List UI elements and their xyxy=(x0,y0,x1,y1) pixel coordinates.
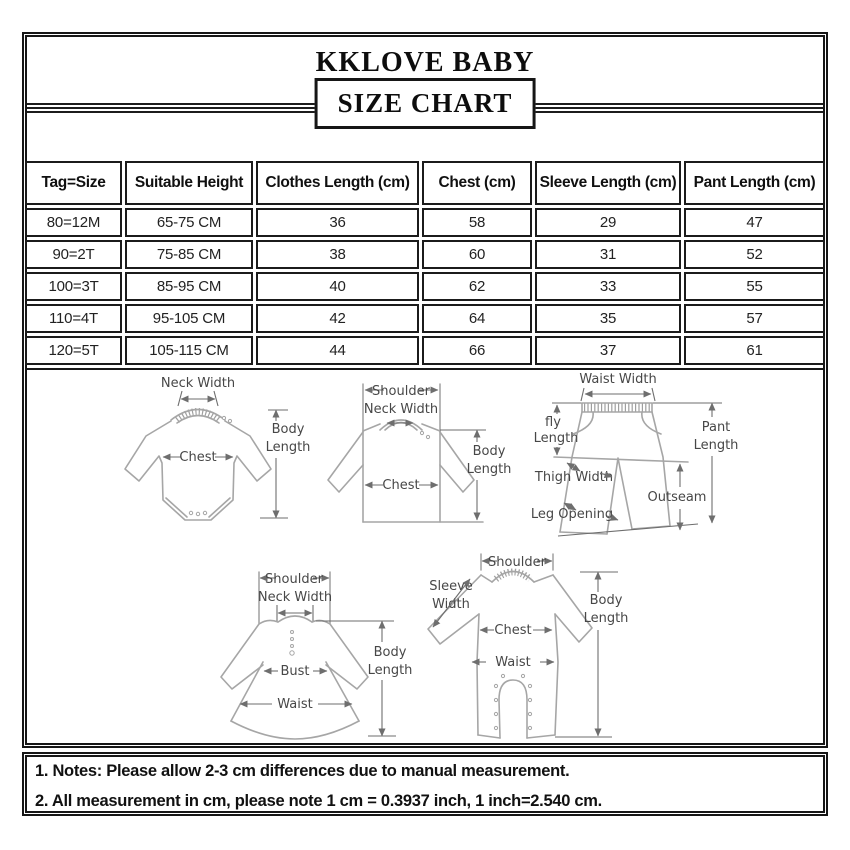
romper-chest-label: Chest xyxy=(494,623,532,638)
dress-diagram xyxy=(221,572,412,739)
bodysuit-body-length-label-2: Length xyxy=(265,440,311,455)
dress-bust-label: Bust xyxy=(280,664,310,679)
measurement-cell: 105-115 CM xyxy=(125,336,253,365)
measurement-cell: 75-85 CM xyxy=(125,240,253,269)
main-frame xyxy=(22,32,828,748)
measurement-cell: 37 xyxy=(535,336,681,365)
dress-neck-width-label: Neck Width xyxy=(257,590,333,605)
romper-waist-label: Waist xyxy=(495,655,531,670)
pants-fly-length-label-1: fly xyxy=(545,415,561,430)
size-tag-cell: 80=12M xyxy=(25,208,122,237)
dress-body-length-label-2: Length xyxy=(367,663,413,678)
measurement-cell: 66 xyxy=(422,336,532,365)
shirt-neck-width-label: Neck Width xyxy=(363,402,439,417)
measurement-cell: 42 xyxy=(256,304,419,333)
measurement-cell: 35 xyxy=(535,304,681,333)
romper-sleeve-width-label-1: Sleeve xyxy=(429,579,473,594)
note-line-1: 1. Notes: Please allow 2-3 cm differences due to manual measurement. xyxy=(35,762,570,780)
measurement-cell: 40 xyxy=(256,272,419,301)
table-header-row xyxy=(25,161,825,205)
measurement-cell: 60 xyxy=(422,240,532,269)
shirt-diagram xyxy=(328,384,511,522)
measurement-diagrams xyxy=(22,370,828,743)
size-table xyxy=(22,158,828,368)
dress-shoulder-label: Shoulder xyxy=(265,572,323,587)
dress-waist-label: Waist xyxy=(277,697,313,712)
bodysuit-diagram xyxy=(125,376,310,520)
measurement-cell: 65-75 CM xyxy=(125,208,253,237)
shirt-chest-label: Chest xyxy=(382,478,420,493)
measurement-cell: 38 xyxy=(256,240,419,269)
column-header: Suitable Height xyxy=(125,161,253,205)
column-header: Sleeve Length (cm) xyxy=(535,161,681,205)
pants-pant-length-label-1: Pant xyxy=(701,420,731,435)
pants-thigh-width-label: Thigh Width xyxy=(534,470,614,485)
measurement-cell: 64 xyxy=(422,304,532,333)
pants-outseam-label: Outseam xyxy=(647,490,707,505)
shirt-body-length-label-1: Body xyxy=(472,444,506,459)
romper-diagram xyxy=(428,554,628,738)
pants-waist-width-label: Waist Width xyxy=(579,372,657,387)
note-line-2: 2. All measurement in cm, please note 1 cm = 0.3937 inch, 1 inch=2.540 cm. xyxy=(35,792,602,810)
pants-fly-length-label-2: Length xyxy=(533,431,579,446)
column-header: Tag=Size xyxy=(25,161,122,205)
size-chart-title: SIZE CHART xyxy=(337,88,513,118)
table-row xyxy=(25,208,825,237)
measurement-cell: 47 xyxy=(684,208,825,237)
measurement-cell: 52 xyxy=(684,240,825,269)
bodysuit-neck-width-label: Neck Width xyxy=(160,376,236,391)
measurement-cell: 85-95 CM xyxy=(125,272,253,301)
measurement-cell: 36 xyxy=(256,208,419,237)
bodysuit-body-length-label-1: Body xyxy=(271,422,305,437)
table-row xyxy=(25,272,825,301)
column-header: Chest (cm) xyxy=(422,161,532,205)
romper-shoulder-label: Shoulder xyxy=(488,555,546,570)
notes-box xyxy=(22,752,828,816)
romper-body-length-label-1: Body xyxy=(589,593,623,608)
size-tag-cell: 100=3T xyxy=(25,272,122,301)
measurement-cell: 57 xyxy=(684,304,825,333)
pants-diagram xyxy=(531,372,739,536)
size-tag-cell: 120=5T xyxy=(25,336,122,365)
column-header: Clothes Length (cm) xyxy=(256,161,419,205)
shirt-shoulder-label: Shoulder xyxy=(372,384,430,399)
measurement-cell: 62 xyxy=(422,272,532,301)
romper-sleeve-width-label-2: Width xyxy=(432,597,470,612)
size-tag-cell: 110=4T xyxy=(25,304,122,333)
measurement-cell: 61 xyxy=(684,336,825,365)
pants-pant-length-label-2: Length xyxy=(693,438,739,453)
romper-body-length-label-2: Length xyxy=(583,611,629,626)
pants-leg-opening-label: Leg Opening xyxy=(530,507,614,522)
measurement-cell: 58 xyxy=(422,208,532,237)
brand-title: KKLOVE BABY xyxy=(315,47,535,78)
shirt-body-length-label-2: Length xyxy=(466,462,512,477)
column-header: Pant Length (cm) xyxy=(684,161,825,205)
size-tag-cell: 90=2T xyxy=(25,240,122,269)
table-row xyxy=(25,336,825,365)
table-row xyxy=(25,240,825,269)
measurement-cell: 44 xyxy=(256,336,419,365)
table-row xyxy=(25,304,825,333)
measurement-cell: 31 xyxy=(535,240,681,269)
dress-body-length-label-1: Body xyxy=(373,645,407,660)
measurement-cell: 33 xyxy=(535,272,681,301)
measurement-cell: 29 xyxy=(535,208,681,237)
size-chart-title-box xyxy=(315,78,536,129)
measurement-cell: 95-105 CM xyxy=(125,304,253,333)
bodysuit-chest-label: Chest xyxy=(179,450,217,465)
measurement-cell: 55 xyxy=(684,272,825,301)
